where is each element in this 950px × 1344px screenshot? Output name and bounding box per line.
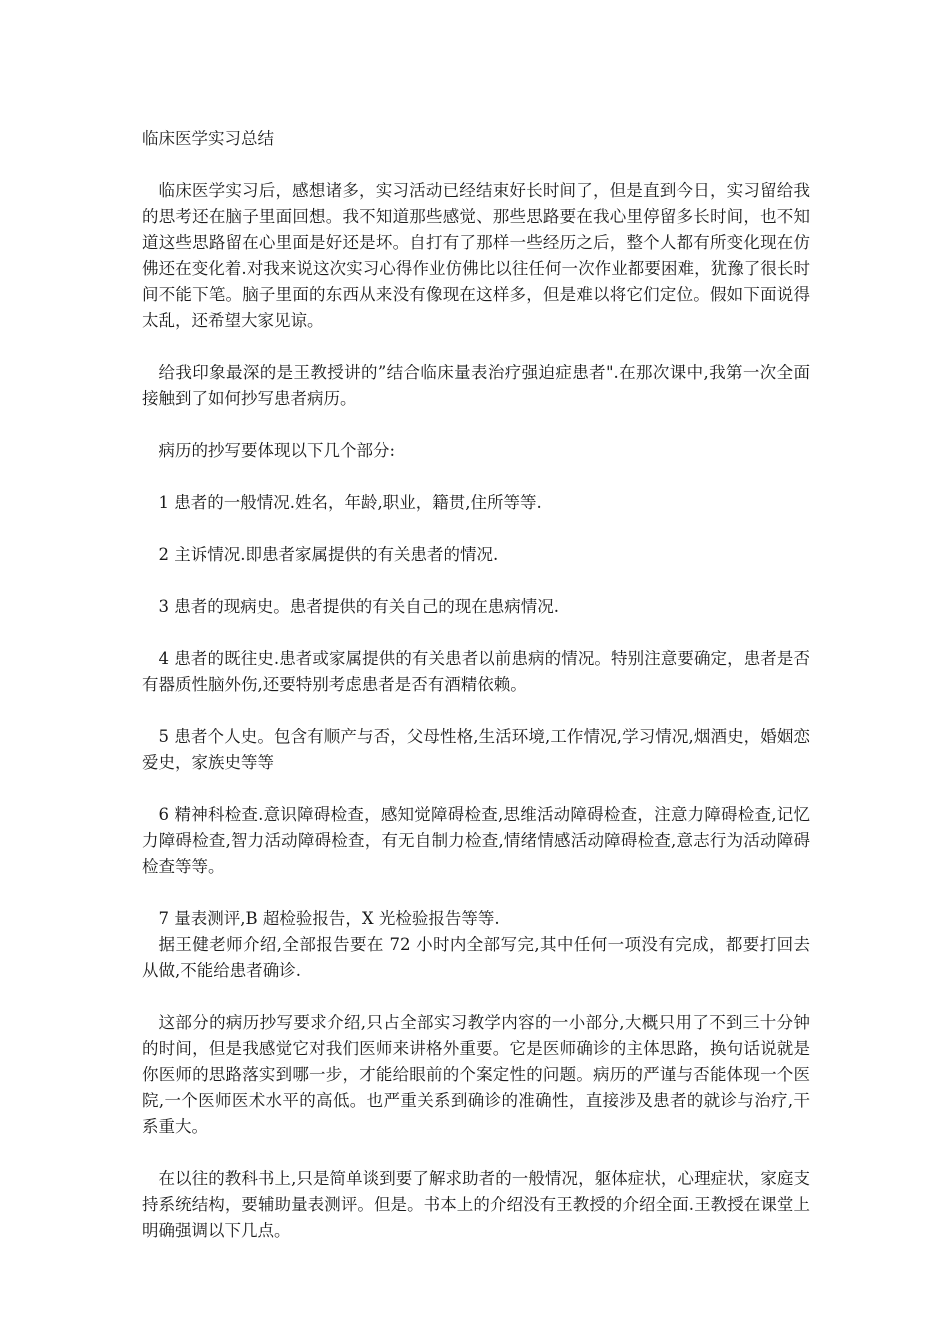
- list-item-scale-assessment: 7 量表测评,B 超检验报告，X 光检验报告等等.: [158, 909, 500, 928]
- document-title: 临床医学实习总结: [142, 129, 274, 148]
- list-item-past-history: 4 患者的既往史.患者或家属提供的有关患者以前患病的情况。特别注意要确定，患者是否有器质性脑外伤,还要特别考虑患者是否有酒精依赖。: [142, 649, 810, 694]
- document-body: [142, 126, 810, 1270]
- list-item-chief-complaint: 2 主诉情况.即患者家属提供的有关患者的情况.: [158, 545, 499, 564]
- paragraph-intro: 临床医学实习后，感想诸多，实习活动已经结束好长时间了，但是直到今日，实习留给我的思考还在脑子里面回想。我不知道那些感觉、那些思路要在我心里停留多长时间，也不知道这些思路留在心里面是好还是坏。自打有了那样一些经历之后，整个人都有所变化现在仿佛还在变化着.对我来说这次实习心得作业仿佛比以往任何一次作业都要困难，犹豫了很长时间不能下笔。脑子里面的东西从来没有像现在这样多，但是难以将它们定位。假如下面说得太乱，还希望大家见谅。: [142, 181, 810, 330]
- paragraph-report-deadline: 据王健老师介绍,全部报告要在 72 小时内全部写完,其中任何一项没有完成，都要打回去从做,不能给患者确诊.: [142, 935, 810, 980]
- list-item-psychiatric-exam: 6 精神科检查.意识障碍检查，感知觉障碍检查,思维活动障碍检查，注意力障碍检查,记忆力障碍检查,智力活动障碍检查，有无自制力检查,情绪情感活动障碍检查,意志行为活动障碍检查等等。: [142, 805, 810, 876]
- list-item-present-illness: 3 患者的现病史。患者提供的有关自己的现在患病情况.: [158, 597, 559, 616]
- list-item-personal-history: 5 患者个人史。包含有顺产与否，父母性格,生活环境,工作情况,学习情况,烟酒史，婚姻恋爱史，家族史等等: [142, 727, 810, 772]
- paragraph-record-importance: 这部分的病历抄写要求介绍,只占全部实习教学内容的一小部分,大概只用了不到三十分钟的时间，但是我感觉它对我们医师来讲格外重要。它是医师确诊的主体思路，换句话说就是你医师的思路落实到哪一步，才能给眼前的个案定性的问题。病历的严谨与否能体现一个医院,一个医师医术水平的高低。也严重关系到确诊的准确性，直接涉及患者的就诊与治疗,干系重大。: [142, 1013, 810, 1136]
- paragraph-impression: 给我印象最深的是王教授讲的”结合临床量表治疗强迫症患者".在那次课中,我第一次全面接触到了如何抄写患者病历。: [142, 363, 810, 408]
- list-item-general-info: 1 患者的一般情况.姓名，年龄,职业，籍贯,住所等等.: [158, 493, 542, 512]
- paragraph-record-parts: 病历的抄写要体现以下几个部分:: [158, 441, 396, 460]
- paragraph-textbook-comparison: 在以往的教科书上,只是简单谈到要了解求助者的一般情况，躯体症状，心理症状，家庭支持系统结构，要辅助量表测评。但是。书本上的介绍没有王教授的介绍全面.王教授在课堂上明确强调以下几点。: [142, 1169, 810, 1240]
